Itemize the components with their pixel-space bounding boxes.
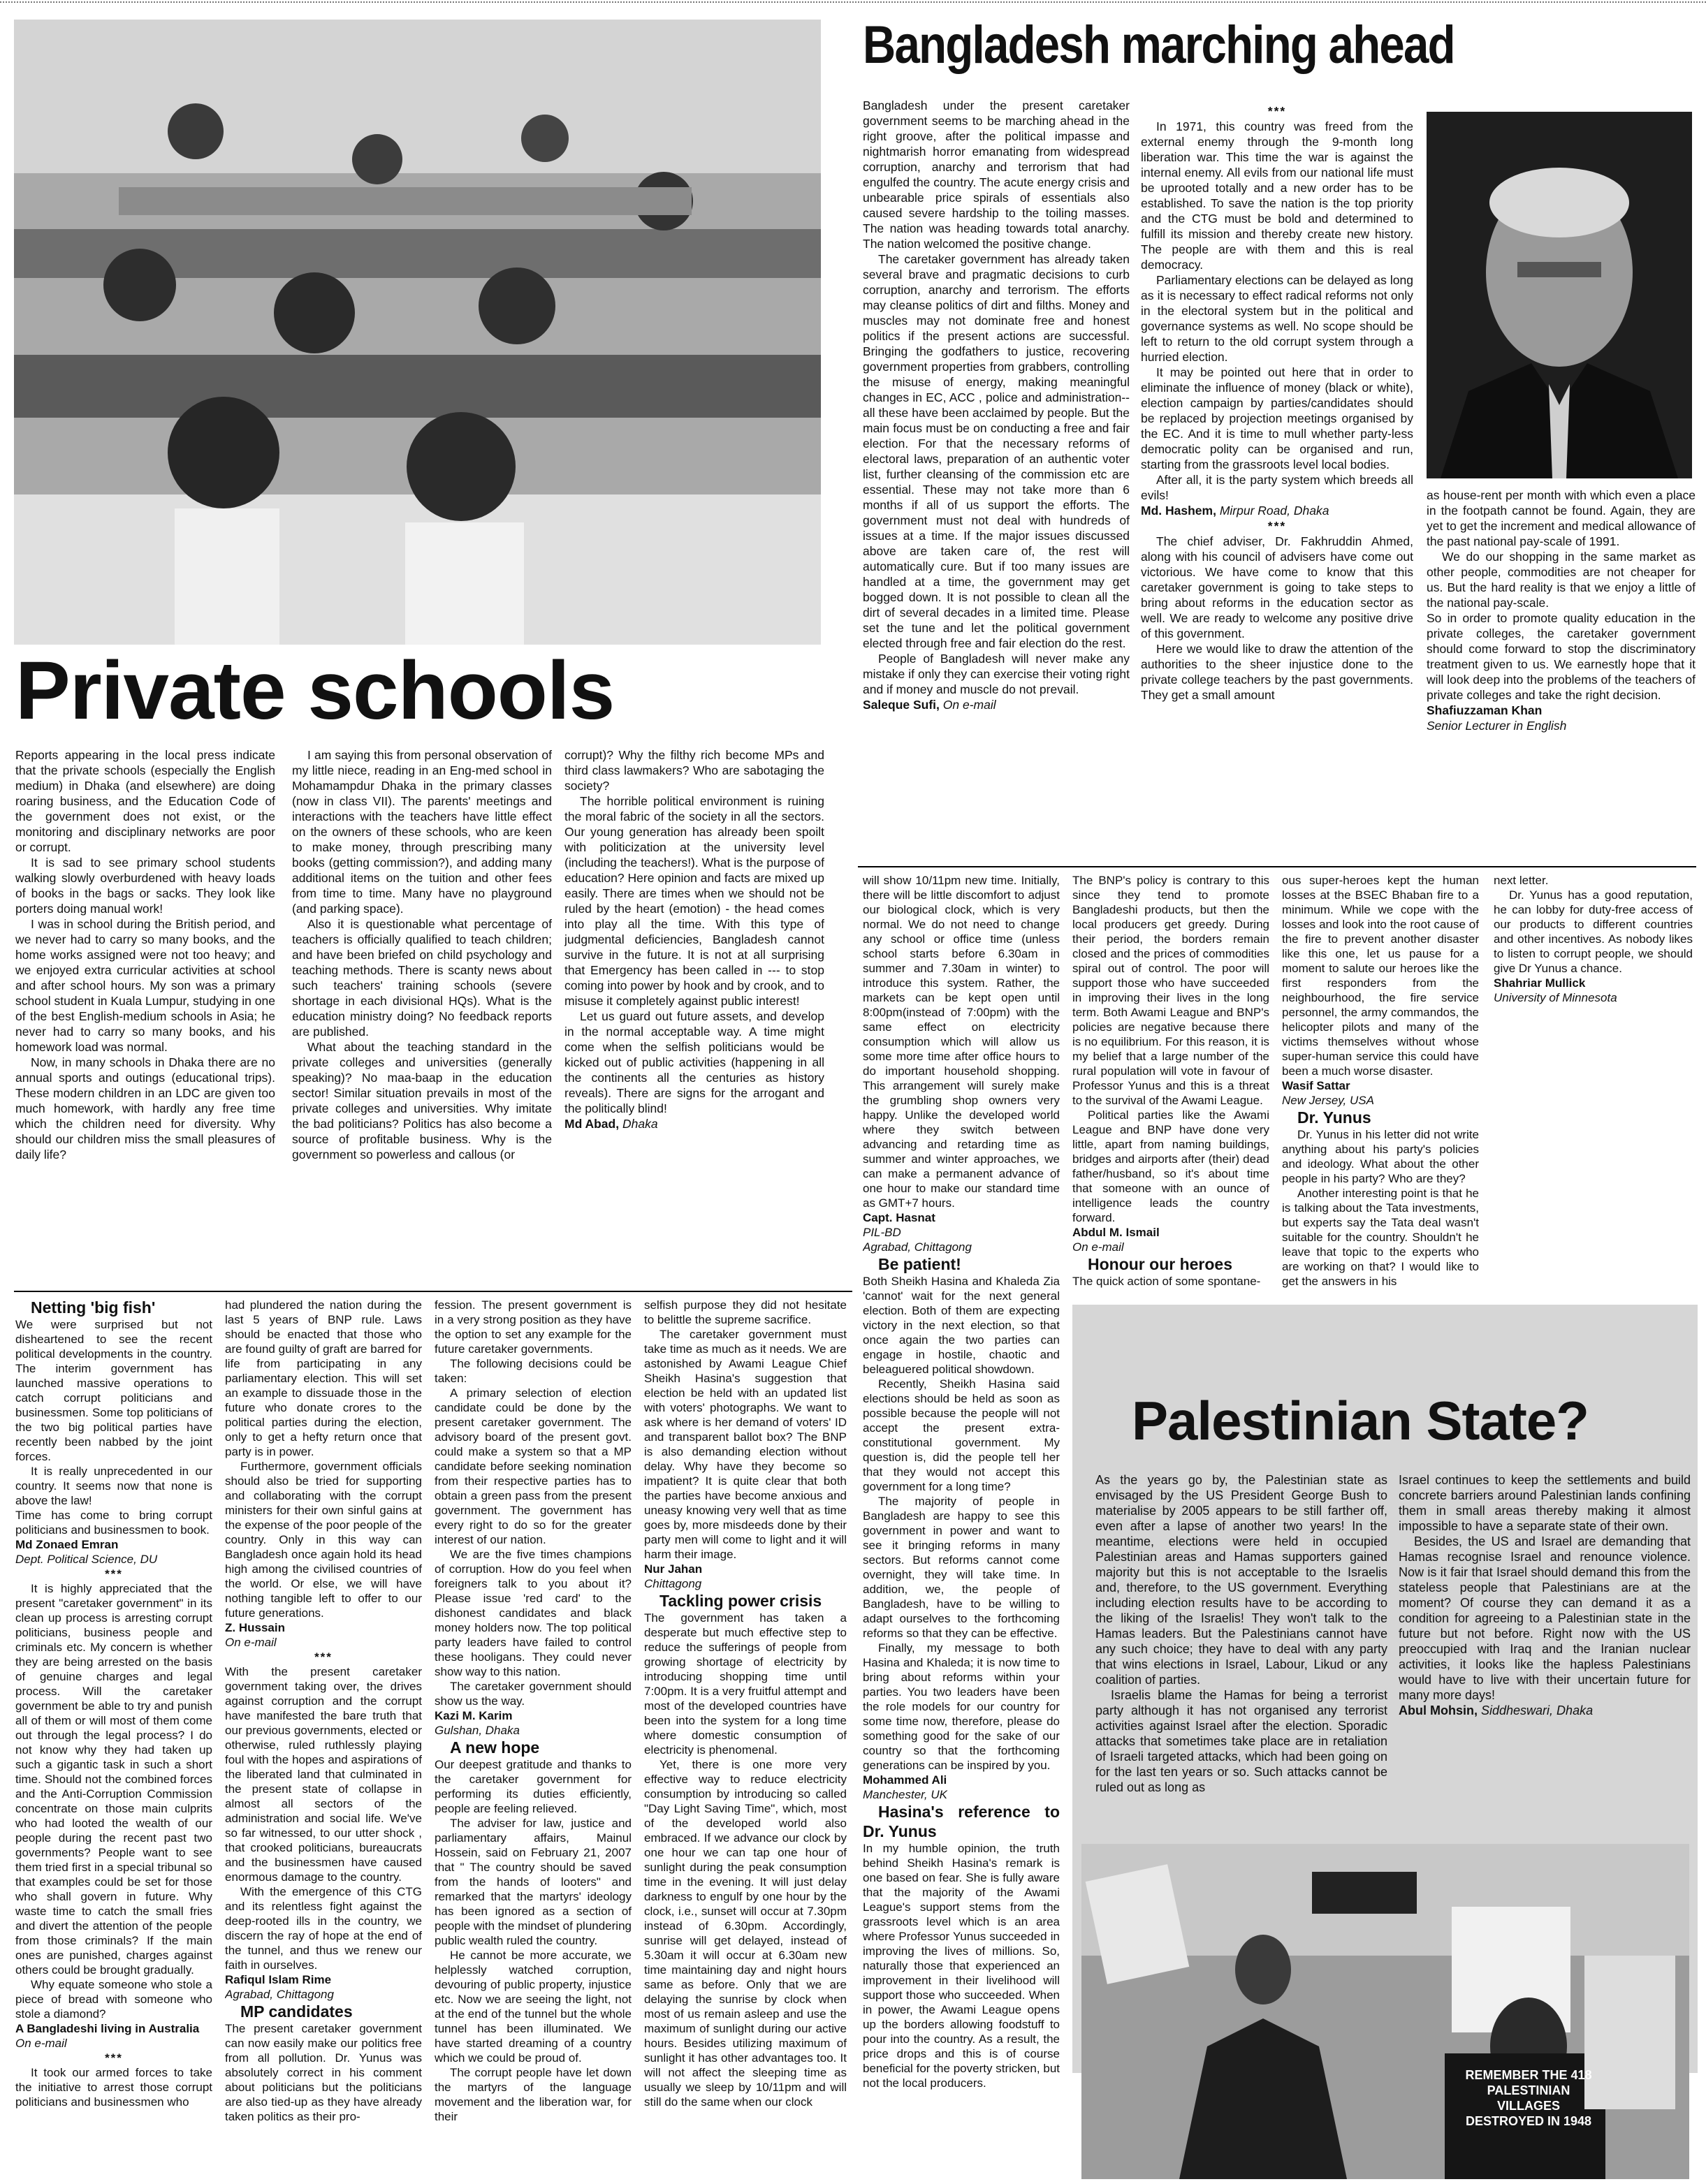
paragraph: It may be pointed out here that in order to eliminate the influence of money (black or white), election campaign by parties/candidates should be replaced by projection meetings organised by the EC. And it is time to mull whether party-less democratic polity can be organised and run, starting from the grassroots level local bodies.	[1141, 365, 1413, 471]
private-schools-column-3	[564, 747, 824, 1264]
letter-heading: Hasina's reference to Dr. Yunus	[863, 1803, 1060, 1840]
author-location: Dept. Political Science, DU	[15, 1553, 158, 1566]
bottom-column-4	[644, 1298, 847, 2179]
paragraph: With the present caretaker government taking over, the drives against corruption and the corrupt have manifested the bare truth that our previous governments, elected or otherwise, ruled ruthlessly playing foul with the hopes and aspirations of the liberated land that culminated in the present state of collapse in almost all sectors of the administration and social life. We've so far witnessed, to our utter shock , that crooked politicians, bureaucrats and the businessmen have caused enormous damage to the country.	[225, 1665, 422, 1884]
paragraph: Let us guard out future assets, and develop in the normal acceptable way. A time might come when the selfish politicians would be kicked out of public activities (happening in all the continents all the centuries as history reveals). There are signs for the arrogant and the politically blind!	[564, 1009, 824, 1115]
paragraph: Why equate someone who stole a piece of bread with someone who stole a diamond?	[15, 1978, 212, 2021]
bottom-column-3	[435, 1298, 632, 2179]
author-name: Saleque Sufi,	[863, 698, 940, 712]
mid-column-2	[1072, 873, 1269, 1306]
paragraph: The horrible political environment is ruining the moral fabric of the society in all the sectors. Our young generation has already been spoilt with politicization at the university level (including the teachers!). What is the purpose of education? Here opinion and facts are mixed up easily. There are times when we should not be ruled by the heart (emotion) - the head comes into play all the time. With this type of judgmental deficiencies, Bangladesh cannot survive in the future. It is not at all surprising that Emergency has been called in --- to stop coming into power by hook and by crook, and to misuse it completely against public interest!	[564, 794, 824, 1008]
letter-heading: MP candidates	[240, 2002, 353, 2021]
palestine-column-2	[1399, 1472, 1691, 1828]
paragraph: Bangladesh under the present caretaker government seems to be marching ahead in the right groove, after the political impasse and nightmarish horror emanating from widespread corruption, anarchy and terrorism that had engulfed the country. The acute energy crisis and unbearable price spirals of essentials also caused severe hardship to the toiling masses. The nation was heading towards total anarchy. The nation welcomed the positive change.	[863, 98, 1130, 251]
author-name: A Bangladeshi living in Australia	[15, 2022, 200, 2035]
paragraph: selfish purpose they did not hesitate to belittle the supreme sacrifice.	[644, 1298, 847, 1326]
author-name: Nur Jahan	[644, 1562, 703, 1576]
author-name: Rafiqul Islam Rime	[225, 1973, 332, 1986]
author-name: Shafiuzzaman Khan	[1427, 703, 1543, 717]
paragraph: The BNP's policy is contrary to this since they tend to promote Bangladeshi products, but then the local producers get greedy. During their period, the borders remain closed and the prices of commodities spiral out of control. The poor will support those who have succeeded in improving their lives in the long term. Both Awami League and BNP's policies are negative because there is no equilibrium. For this reason, it is my belief that a large number of the rural population will vote in favour of Professor Yunus and this is a threat to the survival of the Awami League.	[1072, 874, 1269, 1107]
paragraph: ous super-heroes kept the human losses at the BSEC Bhaban fire to a minimum. While we cope with the losses and look into the root cause of the fire to prevent another disaster like this one, let us pause for a moment to salute our heroes like the first responders from the neighbourhood, the fire service personnel, the army commandos, the helicopter pilots and many of the victims themselves without whose super-human service this could have been a much worse disaster.	[1282, 874, 1479, 1078]
paragraph: Time has come to bring corrupt politicians and businessmen to book.	[15, 1509, 212, 1537]
classroom-photo	[14, 20, 821, 645]
private-schools-column-2	[292, 747, 552, 1264]
author-location: Agrabad, Chittagong	[225, 1988, 334, 2001]
paragraph: Furthermore, government officials should also be tried for supporting and collaborating with the corrupt ministers for their own sinful gains at the expense of the poor people of the country. Only in this way can Bangladesh once again hold its head high among the civilised countries of the world. Or else, we will have nothing tangible left to offer to our future generations.	[225, 1460, 422, 1620]
paragraph: With the emergence of this CTG and its relentless fight against the deep-rooted ills in the country, we discern the ray of hope at the end of the tunnel, and thus we renew our faith in ourselves.	[225, 1885, 422, 1972]
section-divider	[858, 866, 1696, 867]
paragraph: The present caretaker government can now easily make our politics free from all pollution. Dr. Yunus was absolutely correct in his comment about politicians but the politicians are also tied-up as they have already taken politics as their pro-	[225, 2022, 422, 2123]
section-separator: ***	[1267, 519, 1287, 533]
paragraph: Also it is questionable what percentage of teachers is officially qualified to teach children; and have been briefed on child psychology and teaching methods. There is scanty news about such teachers' training schools (severe shortage in each divisional HQs). What is the education ministry doing? No feedback reports are published.	[292, 917, 552, 1039]
paragraph: We were surprised but not disheartened to see the recent political developments in the country. The interim government has launched massive operations to catch corrupt politicians and businessmen. Some top politicians of the two big political parties have recently been nabbed by the joint forces.	[15, 1318, 212, 1463]
mid-column-4	[1494, 873, 1693, 1083]
paragraph: The caretaker government must take time as much as it needs. We are astonished by Awami League Chief Sheikh Hasina's suggestion that election be held with an updated list with voters' photographs. We want to ask where is her demand of voters' ID and transparent ballot box? The BNP is also demanding election without delay. Why have they become so impatient? It is quite clear that both the parties have become anxious and uneasy knowing very well that as time goes by, more misdeeds done by their party men will come to light and it will harm their image.	[644, 1328, 847, 1561]
private-schools-headline: Private schools	[15, 645, 615, 737]
paragraph: What about the teaching standard in the private colleges and universities (generally speaking)? No maa-baap in the education sector! Similar situation prevails in most of the private colleges and universities. Why imitate the bad politicians? Politics has also become a source of profitable business. Why is the government so powerless and callous (or	[292, 1040, 552, 1161]
paragraph: Dr. Yunus in his letter did not write anything about his party's policies and ideology. What about the other people in his party? Who are they?	[1282, 1128, 1479, 1185]
bangladesh-column-3	[1427, 488, 1696, 781]
paragraph: I was in school during the British period, and we never had to carry so many books, and the home works assigned were not too heavy; and we enjoyed extra curricular activities at school and after school hours. My son was a primary school student in Kuala Lumpur, studying in one of the best English-medium schools in Asia; he never had to carry so many books, and his homework load was normal.	[15, 917, 275, 1054]
paragraph: A primary selection of election candidate could be done by the present caretaker government. The advisory board of the present govt. could make a system so that a MP candidate before seeking nomination from their respective parties has to obtain a green pass from the present government. The government has every right to do so for the greater interest of our nation.	[435, 1386, 632, 1546]
author-name: Wasif Sattar	[1282, 1079, 1350, 1092]
letter-heading: Honour our heroes	[1088, 1255, 1233, 1273]
paragraph: The caretaker government should show us the way.	[435, 1680, 632, 1708]
palestine-headline: Palestinian State?	[1132, 1390, 1589, 1451]
section-separator: ***	[105, 1567, 123, 1581]
section-separator: ***	[314, 1650, 333, 1664]
author-name: Abdul M. Ismail	[1072, 1226, 1160, 1239]
author-location: Gulshan, Dhaka	[435, 1724, 520, 1737]
author-location: Mirpur Road, Dhaka	[1219, 504, 1329, 518]
adviser-portrait	[1427, 112, 1692, 478]
mid-column-1	[863, 873, 1060, 2179]
palestine-column-1	[1095, 1472, 1387, 1828]
paragraph: It is really unprecedented in our country. It seems now that none is above the law!	[15, 1465, 212, 1507]
paragraph: Besides, the US and Israel are demanding that Hamas recognise Israel and renounce violence. Now is it fair that Israel should demand this from the stateless people that Palestinians are at the moment? Of course they can demand it as a condition for agreeing to a Palestinian state in the future but not before. Right now with the US preoccupied with Iraq and the Iranian nuclear activities, it looks like the hapless Palestinians would have to live with their uncertain future for many more days!	[1399, 1534, 1691, 1702]
paragraph: As the years go by, the Palestinian state as envisaged by the US President George Bush to materialise by 2005 appears to be still farther off, even after a lapse of another two years! In the meantime, elections were held in occupied Palestinian areas and Hamas supporters gained majority but this is not acceptable to the Israelis and, therefore, to the US government. Everything including election results have to be according to the liking of the Israelis! They won't talk to the Hamas leaders. But the Palestinians cannot have any such choice; they have to deal with any party that wins elections in Israel, Labour, Likud or any coalition of parties.	[1095, 1473, 1387, 1687]
author-location: On e-mail	[225, 1636, 277, 1649]
paragraph: The adviser for law, justice and parliamentary affairs, Mainul Hossein, said on February 21, 2007 that " The country should be saved from the hands of looters" and remarked that the martyrs' ideology has been ignored as a section of people with the mindset of plundering public wealth ruled the country.	[435, 1817, 632, 1947]
author-name: Abul Mohsin,	[1399, 1703, 1478, 1717]
author-location: Dhaka	[622, 1117, 658, 1131]
paragraph: In 1971, this country was freed from the external enemy through the 9-month long liberation war. This time the war is against the internal enemy. All evils from our national life must be uprooted totally and a new order has to be established. To save the nation is the top priority and the CTG must be bold and determined to fulfill its mission and thereby create new history. The people are with them and this is real democracy.	[1141, 119, 1413, 272]
paragraph: Israelis blame the Hamas for being a terrorist party although it has not organised any terrorist activities against Israel after the election. Sporadic attacks that sometimes take place are in retaliation of Israeli targeted attacks, which had been going on for the last ten years or so. Such attacks cannot be ruled out as long as	[1095, 1688, 1387, 1794]
paragraph: The caretaker government has already taken several brave and pragmatic decisions to curb corruption, anarchy and terrorism. The efforts may cleanse politics of dirt and filths. Money and muscles may not dominate free and honest politics if the present actions are successful. Bringing the godfathers to justice, recovering government properties from grabbers, controlling the misuse of energy, making meaningful changes in EC, ACC , police and administration-- all these have been acclaimed by people. But the main focus must be on conducting a free and fair election. For that the necessary reforms of electoral laws, preparation of an authentic voter list, further cleansing of the commission etc are essential. These may not take more than 6 months if all of us support the efforts. The government must not deal with hundreds of issues at a time. If the major issues discussed above are taken care of, the rest will automatically cure. But if too many issues are handled at a time, the government may get bogged down. It is not possible to clean all the dirt of several decades in a limited time. Please set the tune and let the political government elected through free and fair election do the rest.	[863, 252, 1130, 650]
letter-heading: Netting 'big fish'	[31, 1298, 156, 1317]
paragraph: The corrupt people have let down the martyrs of the language movement and the liberation war, for their	[435, 2066, 632, 2123]
mid-column-3	[1282, 873, 1479, 1306]
author-location: Siddheswari, Dhaka	[1481, 1703, 1594, 1717]
protest-photo	[1081, 1844, 1689, 2179]
signature	[564, 1116, 824, 1131]
paragraph: Another interesting point is that he is talking about the Tata investments, but experts say the Tata deal wasn't suitable for the country. Shouldn't he leave that topic to the experts who are working on that? I would like to get the answers in his	[1282, 1187, 1479, 1288]
protest-sign-text: REMEMBER THE 418 PALESTINIAN VILLAGES DESTROYED IN 1948	[1465, 2068, 1592, 2128]
section-divider	[14, 1291, 852, 1292]
paragraph: We are the five times champions of corruption. How do you feel when foreigners talk to you about it? Please issue 'red card' to the dishonest candidates and black money holders now. The top political party leaders have failed to control these hooligans. They could never show way to this nation.	[435, 1548, 632, 1678]
paragraph: He cannot be more accurate, we helplessly watched corruption, devouring of public property, injustice etc. Now we are seeing the light, not at the end of the tunnel but the whole tunnel has been illuminated. We have started dreaming of a country which we could be proud of.	[435, 1949, 632, 2065]
paragraph: had plundered the nation during the last 5 years of BNP rule. Laws should be enacted that those who are found guilty of graft are barred for life from participating in any parliamentary election. This will set an example to dissuade those in the future who donate crores to the political parties during the election, only to get a hefty return once that party is in power.	[225, 1298, 422, 1458]
letter-heading: Tackling power crisis	[659, 1592, 822, 1610]
bangladesh-headline: Bangladesh marching ahead	[863, 15, 1455, 75]
author-location: Chittagong	[644, 1577, 702, 1590]
paragraph: Parliamentary elections can be delayed as long as it is necessary to effect radical reforms not only in the electoral system but in the political and governance systems as well. No scope should be left to return to the old corrupt system through a hurried election.	[1141, 273, 1413, 364]
paragraph: Political parties like the Awami League and BNP have done very little, apart from naming buildings, bridges and airports after (their) dead father/husband, so it's about time that someone with an ounce of intelligence leads the country forward.	[1072, 1108, 1269, 1224]
section-separator: ***	[1267, 104, 1287, 118]
author-name: Shahriar Mullick	[1494, 976, 1586, 990]
paragraph: People of Bangladesh will never make any mistake if only they can exercise their voting right and if money and muscle do not prevail.	[863, 652, 1130, 696]
paragraph: next letter.	[1494, 874, 1549, 887]
paragraph: as house-rent per month with which even a place in the footpath cannot be found. Again, they are yet to get the increment and medical allowance of the past national pay-scale of 1991.	[1427, 488, 1696, 548]
author-location: Manchester, UK	[863, 1788, 947, 1801]
letter-heading: Be patient!	[878, 1255, 961, 1273]
private-schools-column-1	[15, 747, 275, 1264]
author-location: On e-mail	[15, 2037, 67, 2050]
top-rule	[0, 1, 1706, 3]
paragraph: Both Sheikh Hasina and Khaleda Zia 'cannot' wait for the next general election. Both of them are expecting victory in the next election, so that once again the two parties can engage in hostile, chaotic and beleaguered political showdown.	[863, 1275, 1060, 1376]
bottom-column-1	[15, 1298, 212, 2179]
author-location: Agrabad, Chittagong	[863, 1240, 972, 1254]
author-location: PIL-BD	[863, 1226, 901, 1239]
paragraph: Recently, Sheikh Hasina said elections should be held as soon as possible because the people will not accept the present extra-constitutional government. My question is, did the people tell her that they would not accept this government for a long time?	[863, 1377, 1060, 1493]
paragraph: It took our armed forces to take the initiative to arrest those corrupt politicians and businessmen who	[15, 2066, 212, 2109]
paragraph: I am saying this from personal observation of my little niece, reading in an Eng-med school in Mohamampdur Dhaka in the primary classes (now in class VII). The parents' meetings and interactions with the teachers have little effect on the owners of these schools, who are keen to make money, through prescribing many books (getting commission?), and adding many additional items on the tuition and other fees from time to time. Many have no playground (and parking space).	[292, 748, 552, 916]
author-location: Senior Lecturer in English	[1427, 719, 1567, 733]
author-name: Md. Hashem,	[1141, 504, 1216, 518]
paragraph: fession. The present government is in a very strong position as they have the option to set any example for the future caretaker governments.	[435, 1298, 632, 1356]
paragraph: It is highly appreciated that the present "caretaker government" in its clean up process is arresting corrupt politicians, business people and criminals etc. My concern is whether they are being arrested on the basis of genuine charges and legal process. Will the caretaker government be able to try and punish all of them or will most of them come out through the legal process? I do not know why they had taken up such a gigantic task in such a short time. Should not the combined forces and the Anti-Corruption Commission concentrate on those main culprits who had looted the wealth of our people during the recent past two governments? People want to see them tried first in a special tribunal so that examples could be set for those who shall govern in future. Why waste time to catch the small fries and divert the attention of the people from those criminals? If the main ones are punished, charges against others could be brought gradually.	[15, 1582, 212, 1977]
author-name: Kazi M. Karim	[435, 1709, 513, 1722]
paragraph: Here we would like to draw the attention of the authorities to the sheer injustice done to the private college teachers by the past governments. They get a small amount	[1141, 642, 1413, 702]
paragraph: Our deepest gratitude and thanks to the caretaker government for performing its duties efficiently, people are feeling relieved.	[435, 1758, 632, 1815]
signature	[1141, 503, 1413, 518]
author-location: On e-mail	[942, 698, 996, 712]
author-name: Md Abad,	[564, 1117, 620, 1131]
author-location: University of Minnesota	[1494, 991, 1617, 1004]
paragraph: It is sad to see primary school students walking slowly overburdened with heavy loads of books in the bags or sacks. They look like porters doing manual work!	[15, 856, 275, 916]
author-name: Z. Hussain	[225, 1621, 285, 1634]
paragraph: The majority of people in Bangladesh are happy to see this government in power and want to see it bringing reforms in many sectors. But reforms cannot come overnight, they will take time. In addition, we, the people of Bangladesh, have to be willing to adapt ourselves to the forthcoming reforms so that they can be effective.	[863, 1495, 1060, 1640]
paragraph: The chief adviser, Dr. Fakhruddin Ahmed, along with his council of advisers have come out victorious. We have come to know that this caretaker government is going to take steps to bring about reforms in the education sector as well. We are ready to welcome any positive drive of this government.	[1141, 534, 1413, 640]
signature	[1399, 1703, 1691, 1718]
bottom-column-2	[225, 1298, 422, 2179]
bangladesh-column-1	[863, 98, 1130, 852]
paragraph: So in order to promote quality education in the private colleges, the caretaker government should come forward to stop the discriminatory treatment given to us. We earnestly hope that it will look deep into the problems of the teachers of private colleges and take the right decision.	[1427, 611, 1696, 702]
paragraph: The following decisions could be taken:	[435, 1357, 632, 1385]
letter-heading: Dr. Yunus	[1297, 1108, 1371, 1127]
paragraph: Finally, my message to both Hasina and Khaleda; it is now time to bring about reforms within your parties. You two leaders have been the role models for our country for some time now, therefore, please do something good for the sake of our country so that the forthcoming generations can be inspired by you.	[863, 1641, 1060, 1772]
bangladesh-column-2	[1141, 103, 1413, 858]
author-name: Md Zonaed Emran	[15, 1538, 119, 1551]
author-name: Capt. Hasnat	[863, 1211, 935, 1224]
paragraph: Yet, there is one more very effective way to reduce electricity consumption by introducing so called "Day Light Saving Time", which, most of the developed world also embraced. If we advance our clock by one hour we can tap one hour of sunlight during the peak consumption time in the evening. It will just delay darkness to engulf by one hour by the clock, i.e., sunset will occur at 7.30pm instead of 6.30pm. Accordingly, sunrise will get delayed, instead of 5.30am it will occur at 6.30am new time maintaining day and night hours same as before. Only that we are delaying the sunrise by clock when most of us remain asleep and use the maximum of sunlight during our active hours. Besides utilizing maximum of sunlight it has other advantages too. It will not affect the sleeping time as usually we sleep by 10/11pm and will still do the same when our clock	[644, 1758, 847, 2109]
paragraph: The quick action of some spontane-	[1072, 1275, 1261, 1288]
paragraph: We do our shopping in the same market as other people, commodities are not cheaper for us. But the hard reality is that we enjoy a little of the national pay-scale.	[1427, 550, 1696, 610]
paragraph: Dr. Yunus has a good reputation, he can lobby for duty-free access of our products to different countries and other incentives. As nobody likes to listen to corrupt people, we should give Dr Yunus a chance.	[1494, 888, 1693, 975]
section-separator: ***	[105, 2051, 123, 2065]
paragraph: Reports appearing in the local press indicate that the private schools (especially the English medium) in Dhaka (and elsewhere) are doing roaring business, and the Education Code of the government does not exist, or the monitoring and disciplinary networks are poor or corrupt.	[15, 748, 275, 854]
paragraph: will show 10/11pm new time. Initially, there will be little discomfort to adjust our biological clock, which is very normal. We do not need to change any school or office time (unless school starts before 6.30am in summer and 7.30am in winter) to introduce this system. Rather, the markets can be kept open until 8:00pm(instead of 7:00pm) with the same effect on electricity consumption which will allow us some more time after office hours to do important household shopping. This arrangement will surely make the grumbling shop owners very happy. Unlike the developed world where they switch between advancing and retarding time as summer and winter approaches, we can make a permanent advance of one hour to make our standard time as GMT+7 hours.	[863, 874, 1060, 1210]
paragraph: Israel continues to keep the settlements and build concrete barriers around Palestinian lands confining them in small areas thereby making it almost impossible to have a separate state of their own.	[1399, 1473, 1691, 1533]
paragraph: The government has taken a desperate but much effective step to reduce the sufferings of people from growing shortage of electricity by introducing shopping time until 7:00pm. It is a very fruitful attempt and most of the developed countries have been into the system for a long time where domestic consumption of electricity is phenomenal.	[644, 1611, 847, 1757]
author-name: Mohammed Ali	[863, 1773, 947, 1787]
paragraph: corrupt)? Why the filthy rich become MPs and third class lawmakers? Who are sabotaging the society?	[564, 748, 824, 793]
author-location: On e-mail	[1072, 1240, 1124, 1254]
letter-heading: A new hope	[450, 1738, 540, 1757]
paragraph: Now, in many schools in Dhaka there are no annual sports and outings (educational trips). These modern children in an LDC are given too much homework, with hardly any free time which the children need for diversity. Why should our children miss the small pleasures of daily life?	[15, 1055, 275, 1161]
paragraph: After all, it is the party system which breeds all evils!	[1141, 473, 1413, 502]
signature	[863, 697, 1130, 712]
paragraph: In my humble opinion, the truth behind Sheikh Hasina's remark is one based on fear. She is fully aware that the majority of the Awami League's support stems from the grassroots level which is an area where Professor Yunus succeeded in improving the lives of millions. So, naturally those that experienced an improvement in their livelihood will support those who succeeded. When in power, the Awami League opens up the borders allowing foodstuff to pour into the country. As a result, the price drops and this is of course beneficial for the poverty stricken, but not the local producers.	[863, 1842, 1060, 2090]
author-location: New Jersey, USA	[1282, 1094, 1374, 1107]
